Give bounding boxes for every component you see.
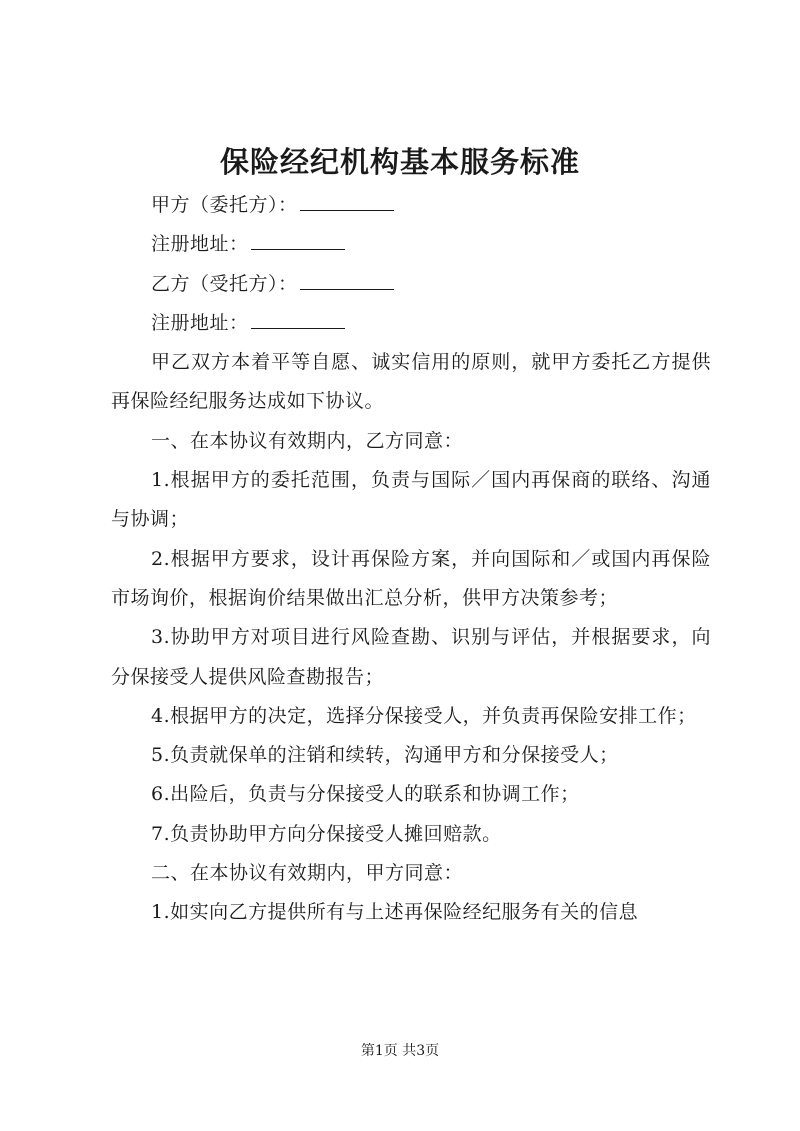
party-a-address-line [111, 225, 711, 264]
section2-heading: 二、在本协议有效期内，甲方同意： [151, 862, 464, 885]
party-a-line [111, 186, 711, 225]
party-b-address-blank [251, 308, 345, 329]
section1-item: 3.协助甲方对项目进行风险查勘、识别与评估，并根据要求，向分保接受人提供风险查勘报告； [111, 626, 711, 688]
section1-item: 4.根据甲方的决定，选择分保接受人，并负责再保险安排工作； [151, 704, 697, 727]
party-b-line [111, 265, 711, 304]
intro-paragraph: 甲乙双方本着平等自愿、诚实信用的原则，就甲方委托乙方提供再保险经纪服务达成如下协议。 [111, 351, 711, 413]
section1-item: 5.负责就保单的注销和续转，沟通甲方和分保接受人； [151, 744, 619, 767]
document-title: 保险经纪机构基本服务标准 [219, 145, 580, 179]
document-body [111, 186, 711, 933]
section1-item: 7.负责协助甲方向分保接受人摊回赔款。 [151, 822, 502, 845]
party-b-address-label: 注册地址： [151, 311, 249, 334]
party-b-address-line [111, 304, 711, 343]
section1-item: 1.根据甲方的委托范围，负责与国际／国内再保商的联络、沟通与协调； [111, 469, 711, 531]
party-b-label: 乙方（受托方）： [151, 272, 298, 295]
party-b-blank [300, 269, 394, 290]
section2-item: 1.如实向乙方提供所有与上述再保险经纪服务有关的信息 [151, 901, 639, 924]
section1-item: 2.根据甲方要求，设计再保险方案，并向国际和／或国内再保险市场询价，根据询价结果做出汇总分析，供甲方决策参考； [111, 547, 711, 609]
page-indicator: 第1页 共3页 [360, 1043, 440, 1059]
party-a-address-label: 注册地址： [151, 233, 249, 256]
section1-heading: 一、在本协议有效期内，乙方同意： [151, 429, 464, 452]
party-a-label: 甲方（委托方）： [151, 194, 298, 216]
party-a-blank [300, 190, 394, 211]
party-a-address-blank [251, 229, 345, 250]
section1-item: 6.出险后，负责与分保接受人的联系和协调工作； [151, 783, 580, 806]
